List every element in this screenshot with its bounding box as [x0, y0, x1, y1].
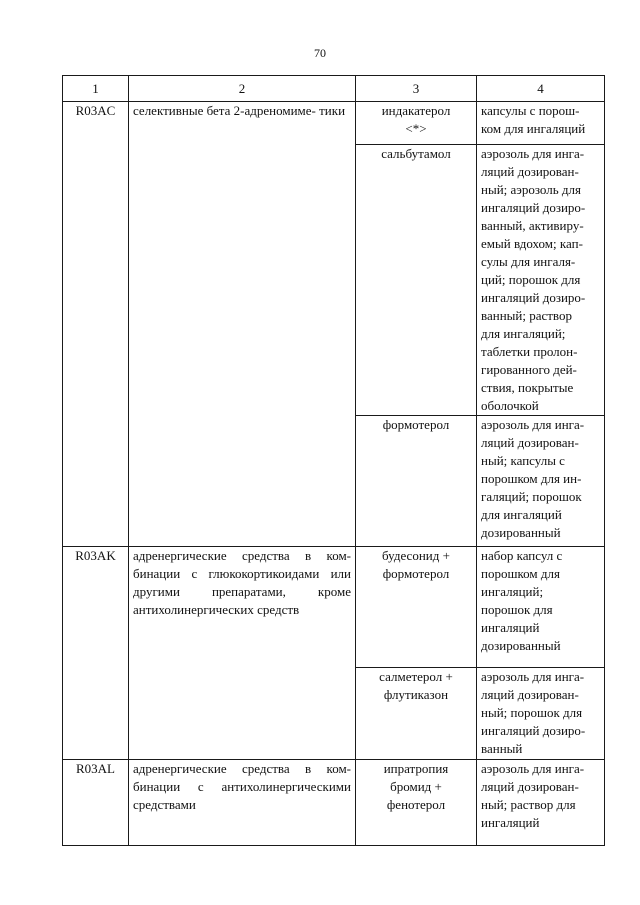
dosage-forms-cell	[477, 760, 605, 846]
dosage-form-line: таблетки пролон-	[481, 344, 578, 359]
dosage-form-line: ный; аэрозоль для	[481, 182, 581, 197]
group-name-line: или другими препаратами, кроме	[133, 566, 351, 599]
substance-line: будесонид +	[382, 548, 450, 563]
dosage-form-line: ванный	[481, 741, 523, 756]
dosage-forms-cell	[477, 668, 605, 760]
dosage-form-line: ком для ингаляций	[481, 121, 586, 136]
substance-line: сальбутамол	[381, 146, 451, 161]
dosage-form-line: капсулы с порош-	[481, 103, 580, 118]
column-header-1: 1	[63, 76, 129, 102]
group-name-line: бинации с антихолинергическими	[133, 779, 351, 794]
dosage-form-line: порошок для	[481, 602, 553, 617]
group-name-line: адренергические средства в ком-	[133, 548, 351, 563]
dosage-form-line: ингаляций;	[481, 584, 544, 599]
page-number: 70	[314, 46, 326, 60]
table-row	[63, 547, 605, 668]
dosage-form-line: гированного дей-	[481, 362, 577, 377]
column-header-2: 2	[129, 76, 356, 102]
substance-line: ипратропия	[383, 761, 449, 776]
dosage-forms-cell	[477, 145, 605, 416]
dosage-form-line: ляций дозирован-	[481, 164, 579, 179]
dosage-form-line: ный; капсулы с	[481, 453, 565, 468]
group-name-line: адренергические средства в ком-	[133, 761, 351, 776]
dosage-form-line: порошком для	[481, 566, 560, 581]
dosage-form-line: дозированный	[481, 525, 561, 540]
substance-line: фенотерол	[386, 797, 446, 812]
dosage-form-line: сулы для ингаля-	[481, 254, 576, 269]
table-body	[63, 102, 605, 846]
group-name-line: селективные бета 2-адреномиме-	[133, 103, 316, 118]
dosage-form-line: аэрозоль для инга-	[481, 417, 585, 432]
substance-cell	[356, 145, 477, 416]
atc-code-cell: R03AL	[63, 760, 129, 846]
dosage-form-line: аэрозоль для инга-	[481, 761, 585, 776]
atc-code-cell: R03AK	[63, 547, 129, 760]
group-name-cell	[129, 547, 356, 760]
dosage-form-line: для ингаляций	[481, 507, 562, 522]
dosage-form-line: ингаляций дозиро-	[481, 290, 586, 305]
substance-cell	[356, 760, 477, 846]
group-name-cell	[129, 760, 356, 846]
substance-line: <*>	[405, 121, 427, 136]
dosage-form-line: аэрозоль для инга-	[481, 669, 585, 684]
substance-line: формотерол	[382, 566, 450, 581]
dosage-form-line: набор капсул с	[481, 548, 563, 563]
dosage-form-line: оболочкой	[481, 398, 539, 413]
dosage-form-line: дозированный	[481, 638, 561, 653]
dosage-form-line: для ингаляций;	[481, 326, 566, 341]
substance-line: флутиказон	[383, 687, 449, 702]
dosage-form-line: ингаляций	[481, 815, 540, 830]
column-header-3: 3	[356, 76, 477, 102]
dosage-form-line: галяций; порошок	[481, 489, 582, 504]
table-row	[63, 760, 605, 846]
table-header-row	[63, 76, 605, 102]
dosage-form-line: ингаляций дозиро-	[481, 723, 586, 738]
group-name-line: бинации с глюкокортикоидами	[133, 566, 320, 581]
substance-cell	[356, 668, 477, 760]
substance-cell	[356, 416, 477, 547]
dosage-form-line: ляций дозирован-	[481, 435, 579, 450]
substance-line: формотерол	[382, 417, 450, 432]
column-header-4: 4	[477, 76, 605, 102]
group-name-line: тики	[319, 103, 346, 118]
group-name-cell	[129, 102, 356, 547]
dosage-form-line: аэрозоль для инга-	[481, 146, 585, 161]
dosage-form-line: ций; порошок для	[481, 272, 581, 287]
dosage-form-line: емый вдохом; кап-	[481, 236, 583, 251]
dosage-forms-cell	[477, 416, 605, 547]
substance-line: индакатерол	[381, 103, 451, 118]
dosage-form-line: ингаляций	[481, 620, 540, 635]
dosage-form-line: ствия, покрытые	[481, 380, 574, 395]
drug-table	[62, 75, 605, 846]
table-row	[63, 102, 605, 145]
dosage-form-line: ляций дозирован-	[481, 779, 579, 794]
substance-cell	[356, 102, 477, 145]
dosage-forms-cell	[477, 102, 605, 145]
dosage-form-line: ванный, активиру-	[481, 218, 584, 233]
substance-cell	[356, 547, 477, 668]
dosage-form-line: ный; раствор для	[481, 797, 576, 812]
group-name-line: средствами	[133, 797, 196, 812]
substance-line: бромид +	[390, 779, 442, 794]
dosage-form-line: ингаляций дозиро-	[481, 200, 586, 215]
dosage-form-line: ный; порошок для	[481, 705, 583, 720]
dosage-form-line: ляций дозирован-	[481, 687, 579, 702]
group-name-line: антихолинергических средств	[133, 602, 300, 617]
dosage-forms-cell	[477, 547, 605, 668]
substance-line: салметерол +	[379, 669, 453, 684]
atc-code-cell: R03AC	[63, 102, 129, 547]
dosage-form-line: порошком для ин-	[481, 471, 582, 486]
dosage-form-line: ванный; раствор	[481, 308, 572, 323]
